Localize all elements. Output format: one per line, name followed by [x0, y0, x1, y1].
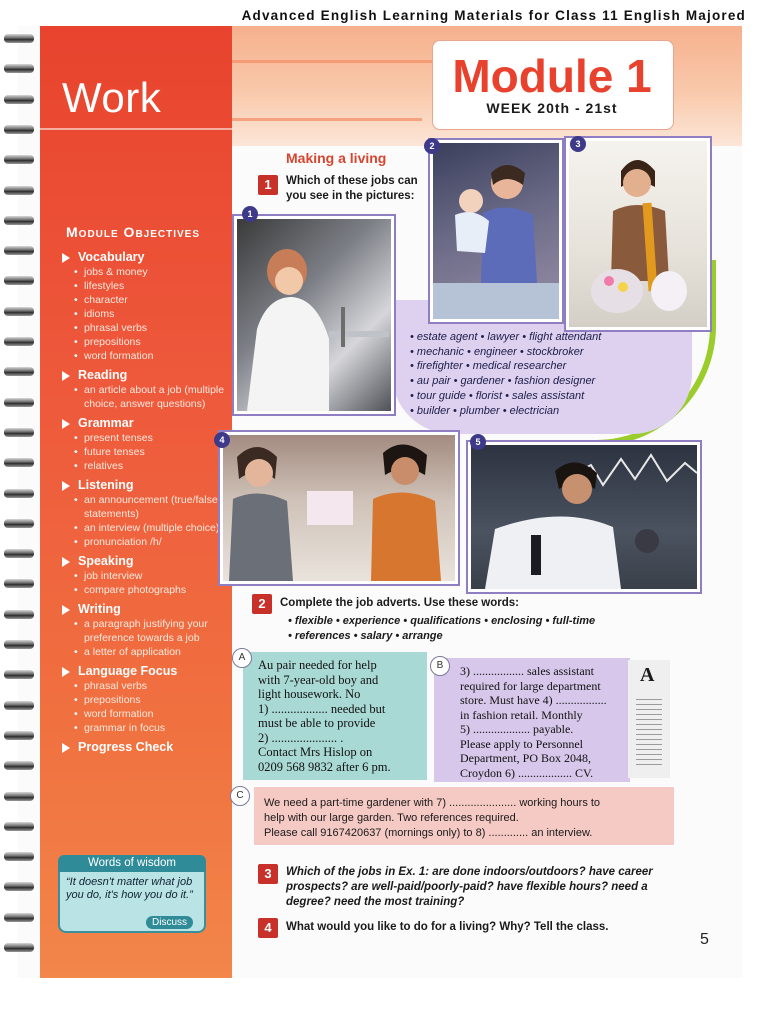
objective-section — [62, 602, 232, 663]
question-1-text: Which of these jobs can you see in the pictures: — [286, 175, 418, 202]
jobs-line: • estate agent • lawyer • flight attendant — [410, 331, 602, 343]
question-2-text: Complete the job adverts. Use these words: — [280, 597, 520, 609]
objective-item: • prepositions — [84, 693, 232, 707]
photo-florist — [566, 138, 710, 330]
spiral-ring — [4, 428, 34, 437]
objective-item: • jobs & money — [84, 265, 232, 279]
divider — [40, 128, 232, 130]
photo-illustration — [471, 445, 697, 589]
newspaper-lines — [636, 695, 662, 765]
spiral-ring — [4, 216, 34, 225]
objective-section — [62, 554, 232, 601]
spiral-ring — [4, 125, 34, 134]
jobs-list — [410, 330, 670, 418]
objective-section — [62, 664, 232, 739]
spiral-ring — [4, 95, 34, 104]
advert-line: 3) ................. sales assistant — [460, 664, 594, 678]
spiral-ring — [4, 701, 34, 710]
objective-item: • present tenses — [84, 431, 232, 445]
objective-section-title — [62, 368, 232, 383]
objectives-title: Module Objectives — [66, 224, 201, 240]
triangle-bullet-icon — [62, 605, 70, 615]
newspaper-snippet — [628, 660, 670, 778]
jobs-line: • tour guide • florist • sales assistant — [410, 389, 585, 402]
advert-line: Au pair needed for help — [258, 658, 377, 672]
photo-illustration — [569, 141, 707, 327]
advert-line: with 7-year-old boy and — [258, 672, 379, 687]
module-title: Module 1 — [452, 50, 652, 102]
question-number-1: 1 — [258, 175, 278, 195]
jobs-line: • mechanic • engineer • stockbroker — [410, 345, 584, 358]
photo-number-1: 1 — [242, 206, 258, 222]
jobs-line: • builder • plumber • electrician — [410, 404, 560, 417]
advert-a-text — [258, 658, 426, 774]
advert-line: store. Must have 4) ................. — [460, 693, 607, 707]
spiral-ring — [4, 458, 34, 467]
objective-section — [62, 740, 232, 759]
advert-line: Please call 9167420637 (mornings only) to 8) ............. an interview. — [264, 827, 593, 839]
jobs-line: • au pair • gardener • fashion designer — [410, 375, 596, 388]
question-number-3: 3 — [258, 864, 278, 884]
spiral-ring — [4, 519, 34, 528]
photo-number-2: 2 — [424, 138, 440, 154]
question-3-text: Which of the jobs in Ex. 1: are done indoors/outdoors? have career prospects? are well-paid/poorly-paid? have flexible hours? need a degree? need the most training? — [286, 866, 653, 908]
advert-line: We need a part-time gardener with 7) ...................... working hours to — [264, 797, 601, 809]
page-number: 5 — [700, 931, 709, 948]
spiral-ring — [4, 64, 34, 73]
objective-item: • an article about a job (multiple choice, answer questions) — [84, 383, 232, 411]
advert-b-label: B — [430, 656, 450, 676]
word-bank — [288, 614, 678, 644]
word-bank-line: • flexible • experience • qualifications • enclosing • full-time — [288, 615, 596, 627]
spiral-ring — [4, 155, 34, 164]
objective-item: • compare photographs — [84, 583, 232, 597]
question-number-4: 4 — [258, 918, 278, 938]
objective-item: • phrasal verbs — [84, 679, 232, 693]
advert-c-text — [264, 796, 676, 841]
objective-section — [62, 478, 232, 553]
objective-item: • character — [84, 293, 232, 307]
question-4-text: What would you like to do for a living? Why? Tell the class. — [286, 921, 609, 933]
spiral-ring — [4, 852, 34, 861]
objective-item: • word formation — [84, 349, 232, 363]
photo-medical-researcher — [234, 216, 394, 414]
objective-item: • job interview — [84, 569, 232, 583]
objective-item: • an interview (multiple choice) — [84, 521, 232, 535]
advert-b-text — [460, 664, 628, 780]
spiral-ring — [4, 307, 34, 316]
spiral-ring — [4, 761, 34, 770]
photo-illustration — [237, 219, 391, 411]
photo-au-pair — [430, 140, 562, 322]
spiral-ring — [4, 246, 34, 255]
spiral-ring — [4, 276, 34, 285]
module-topic-title: Work — [62, 74, 162, 121]
objective-section-label: Progress Check — [78, 740, 174, 754]
advert-line: 2) ..................... . — [258, 730, 344, 745]
discuss-button[interactable]: Discuss — [146, 916, 193, 929]
wisdom-heading: Words of wisdom — [58, 855, 206, 872]
spiral-ring — [4, 398, 34, 407]
triangle-bullet-icon — [62, 481, 70, 491]
spiral-ring — [4, 186, 34, 195]
section-heading: Making a living — [286, 150, 387, 166]
objective-section-title — [62, 602, 232, 617]
spiral-ring — [4, 489, 34, 498]
spiral-ring — [4, 337, 34, 346]
advert-line: 5) ................... payable. — [460, 722, 574, 736]
spiral-ring — [4, 367, 34, 376]
question-number-2: 2 — [252, 594, 272, 614]
decor-stripe — [232, 118, 422, 121]
advert-line: Croydon 6) .................. CV. — [460, 765, 594, 780]
spiral-ring — [4, 640, 34, 649]
spiral-binding — [4, 34, 38, 974]
objective-item: • prepositions — [84, 335, 232, 349]
objective-item: • grammar in focus — [84, 721, 232, 735]
objective-section-label: Writing — [78, 602, 121, 616]
objective-item: • a paragraph justifying your preference towards a job — [84, 617, 232, 645]
jobs-line: • firefighter • medical researcher — [410, 360, 567, 373]
objective-section — [62, 416, 232, 477]
triangle-bullet-icon — [62, 743, 70, 753]
objective-section-title — [62, 478, 232, 493]
photo-stockbroker — [468, 442, 700, 592]
spiral-ring — [4, 34, 34, 43]
triangle-bullet-icon — [62, 371, 70, 381]
photo-number-5: 5 — [470, 434, 486, 450]
wisdom-quote: “It doesn't matter what job you do, it's how you do it.” — [66, 876, 193, 901]
objective-item: • idioms — [84, 307, 232, 321]
spiral-ring — [4, 731, 34, 740]
triangle-bullet-icon — [62, 557, 70, 567]
document-header: Advanced English Learning Materials for Class 11 English Majored — [241, 8, 746, 23]
objective-section-title — [62, 554, 232, 569]
spiral-ring — [4, 610, 34, 619]
objective-section-label: Grammar — [78, 416, 134, 430]
objective-section — [62, 250, 232, 367]
objective-item: • lifestyles — [84, 279, 232, 293]
advert-line: help with our large garden. Two references required. — [264, 812, 519, 824]
spiral-ring — [4, 579, 34, 588]
objective-item: • an announcement (true/false statements) — [84, 493, 232, 521]
advert-line: in fashion retail. Monthly — [460, 707, 583, 722]
photo-number-4: 4 — [214, 432, 230, 448]
word-bank-line: • references • salary • arrange — [288, 630, 443, 642]
objective-section-title — [62, 416, 232, 431]
triangle-bullet-icon — [62, 667, 70, 677]
spiral-ring — [4, 549, 34, 558]
advert-c-label: C — [230, 786, 250, 806]
objective-item: • word formation — [84, 707, 232, 721]
objective-section-title — [62, 250, 232, 265]
week-label: WEEK 20th - 21st — [486, 100, 618, 116]
objective-item: • relatives — [84, 459, 232, 473]
objective-section — [62, 368, 232, 415]
advert-line: 0209 568 9832 after 6 pm. — [258, 759, 391, 774]
spiral-ring — [4, 670, 34, 679]
advert-line: required for large department — [460, 678, 601, 693]
advert-line: Please apply to Personnel — [460, 736, 583, 751]
objective-section-label: Speaking — [78, 554, 134, 568]
photo-sales-assistant — [220, 432, 458, 584]
objective-item: • future tenses — [84, 445, 232, 459]
objective-section-label: Language Focus — [78, 664, 178, 678]
objective-item: • a letter of application — [84, 645, 232, 659]
spiral-ring — [4, 822, 34, 831]
spiral-ring — [4, 943, 34, 952]
triangle-bullet-icon — [62, 419, 70, 429]
objective-section-label: Listening — [78, 478, 134, 492]
advert-line: must be able to provide — [258, 716, 376, 730]
spiral-ring — [4, 882, 34, 891]
triangle-bullet-icon — [62, 253, 70, 263]
spiral-ring — [4, 792, 34, 801]
newspaper-letter: A — [640, 664, 655, 686]
advert-line: light housework. No — [258, 687, 361, 701]
objective-item: • phrasal verbs — [84, 321, 232, 335]
photo-illustration — [223, 435, 455, 581]
spiral-ring — [4, 913, 34, 922]
advert-line: 1) .................. needed but — [258, 701, 386, 716]
objective-item: • pronunciation /h/ — [84, 535, 232, 549]
objective-section-label: Reading — [78, 368, 128, 382]
objective-section-title — [62, 740, 232, 755]
objective-section-title — [62, 664, 232, 679]
advert-line: Department, PO Box 2048, — [460, 751, 591, 765]
advert-a-label: A — [232, 648, 252, 668]
photo-number-3: 3 — [570, 136, 586, 152]
decor-stripe — [232, 60, 432, 63]
advert-line: Contact Mrs Hislop on — [258, 745, 373, 759]
objectives-list — [62, 250, 232, 760]
objective-section-label: Vocabulary — [78, 250, 145, 264]
photo-illustration — [433, 143, 559, 319]
